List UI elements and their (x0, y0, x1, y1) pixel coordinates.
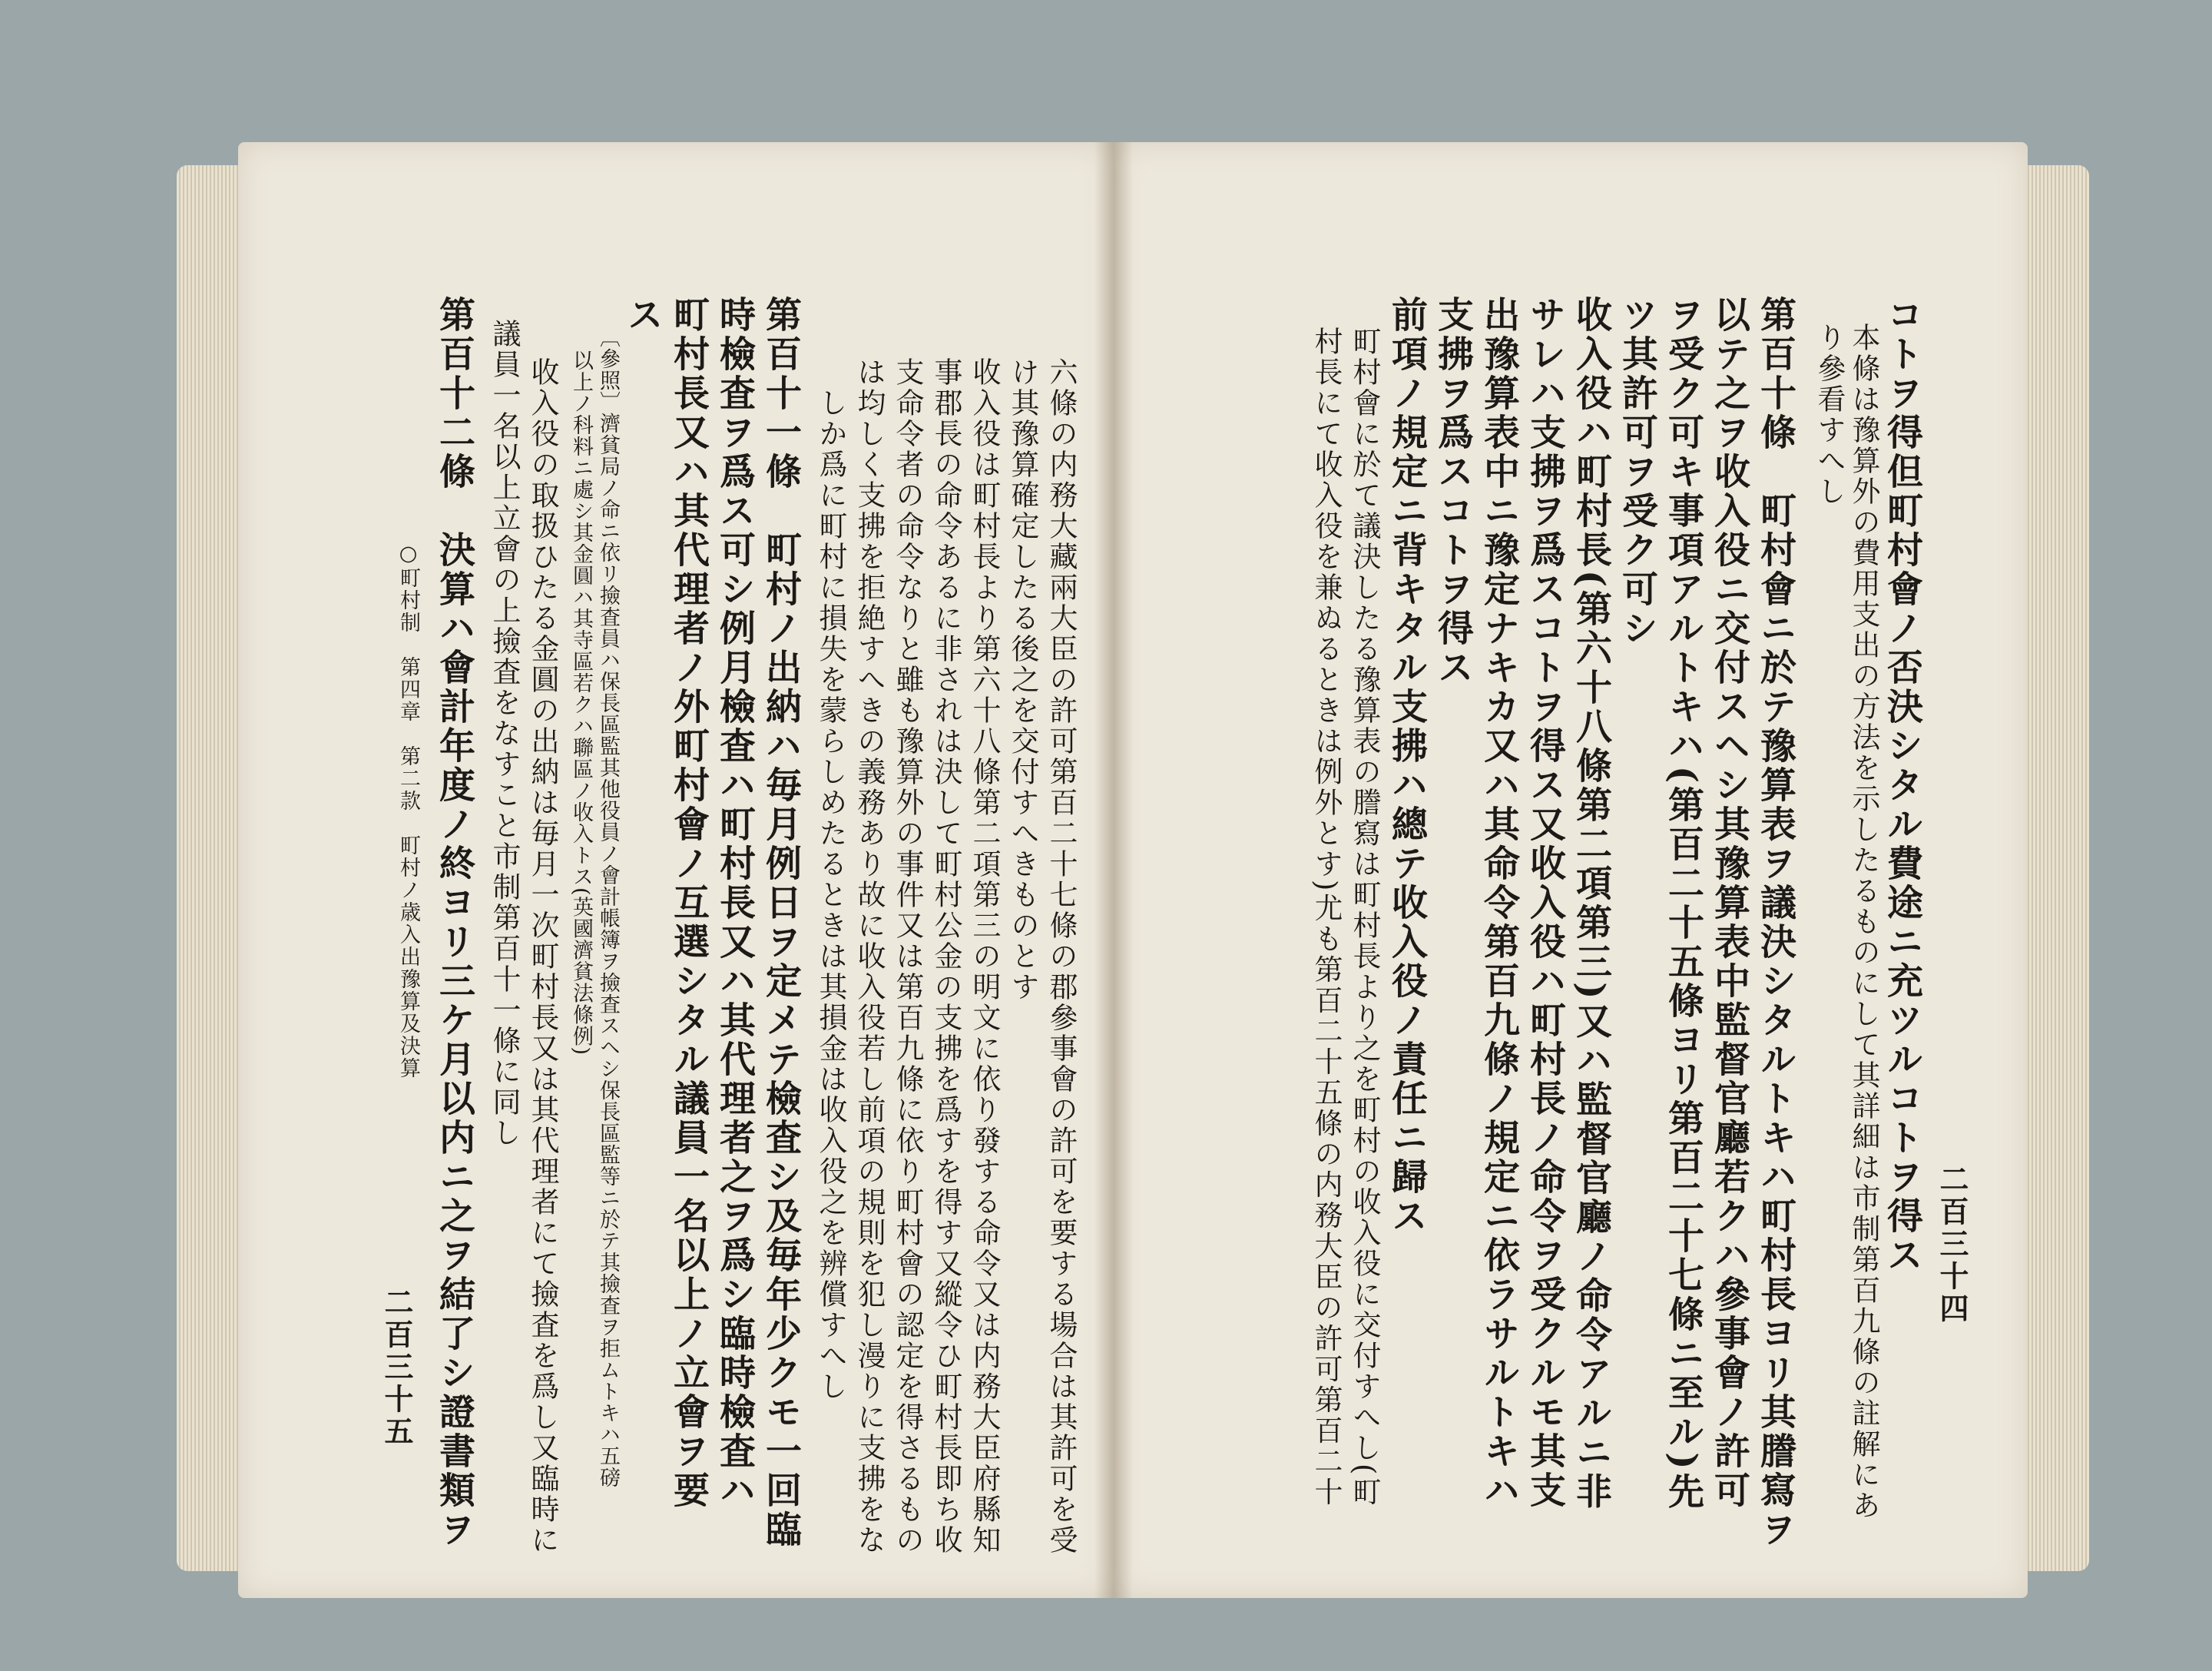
right-page (1114, 142, 2028, 1598)
text-column: コトヲ得但町村會ノ否決シタル費途ニ充ツルコトヲ得ス (1881, 296, 1923, 1275)
article-heading: 第百十條 町村會ニ於テ豫算表ヲ議決シタルトキハ町村長ヨリ其謄寫ヲ (1754, 296, 1796, 1550)
running-footer: ○町村制 第四章 第二款 町村ノ歳入出豫算及決算 (396, 542, 420, 1079)
text-column: 六條の内務大藏兩大臣の許可第百二十七條の郡參事會の許可を要する場合は其許可を受 (1045, 357, 1078, 1556)
article-heading: 第百十二條 決算ハ會計年度ノ終ヨリ三ケ月以内ニ之ヲ結了シ證書類ヲ (433, 296, 475, 1550)
open-book (177, 142, 2089, 1598)
text-column: ツ其許可ヲ受ク可シ (1616, 296, 1658, 648)
text-column: 出豫算表中ニ豫定ナキカ又ハ其命令第百九條ノ規定ニ依ラサルトキハ (1478, 296, 1520, 1510)
text-column: 議員一名以上立會の上撿査をなすこと市制第百十一條に同し (488, 319, 521, 1149)
text-column: け其豫算確定したる後之を交付すへきものとす (1006, 357, 1039, 1003)
commentary-column: り參看すへし (1813, 323, 1846, 507)
page-number: 二百三十四 (1935, 1164, 1969, 1325)
text-column: 收入役ハ町村長(第六十八條第二項第三)又ハ監督官廳ノ命令アルニ非 (1570, 296, 1612, 1512)
text-column: ス (621, 296, 664, 335)
text-column: 町村長又ハ其代理者ノ外町村會ノ互選シタル議員一名以上ノ立會ヲ要 (667, 296, 710, 1510)
commentary-column: 村長にて收入役を兼ぬるときは例外とす)尤も第百二十五條の内務大臣の許可第百二十 (1310, 327, 1343, 1508)
reference-note: 〔參照〕濟貧局ノ命ニ依リ撿査員ハ保長區監其他役員ノ會計帳簿ヲ撿査スヘシ保長區監等ニ於テ其撿査ヲ拒ムトキハ五磅 (596, 327, 620, 1488)
page-edges-left (177, 165, 246, 1571)
commentary-column: 本條は豫算外の費用支出の方法を示したるものにして其詳細は市制第百九條の註解にあ (1847, 323, 1880, 1521)
text-column: 支拂ヲ爲スコトヲ得ス (1432, 296, 1474, 688)
text-column: 以テ之ヲ收入役ニ交付スヘシ其豫算表中監督官廳若クハ參事會ノ許可 (1708, 296, 1750, 1510)
text-column: は均しく支拂を拒絶すへきの義務あり故に收入役若し前項の規則を犯し漫りに支拂をな (853, 357, 886, 1556)
text-column: 收入役は町村長より第六十八條第二項第三の明文に依り發する命令又は内務大臣府縣知 (968, 357, 1001, 1556)
text-column: 支命令者の命令なりと雖も豫算外の事件又は第百九條に依り町村會の認定を得さるもの (891, 357, 924, 1556)
text-column: 事郡長の命令あるに非されは決して町村公金の支拂を爲すを得す又縱令ひ町村長即ち收 (929, 357, 962, 1556)
article-heading: 第百十一條 町村ノ出納ハ毎月例日ヲ定メテ檢査シ及毎年少クモ一回臨 (760, 296, 802, 1550)
text-column: 收入役の取扱ひたる金圓の出納は毎月一次町村長又は其代理者にて撿査を爲し又臨時に (526, 357, 559, 1556)
left-page (238, 142, 1114, 1598)
text-column: 時檢査ヲ爲ス可シ例月檢査ハ町村長又ハ其代理者之ヲ爲シ臨時檢査ハ (714, 296, 756, 1510)
text-column: しか爲に町村に損失を蒙らしめたるときは其損金は收入役之を辨償すへし (814, 388, 847, 1402)
reference-note: 以上ノ科料ニ處シ其金圓ハ其寺區若クハ聯區ノ收入トス(英國濟貧法條例) (569, 350, 593, 1056)
page-edges-right (2020, 165, 2089, 1571)
book-gutter (1094, 142, 1133, 1598)
commentary-column: 町村會に於て議決したる豫算表の謄寫は町村長より之を町村の收入役に交付すへし(町 (1348, 327, 1381, 1508)
page-number: 二百三十五 (379, 1287, 414, 1448)
text-column: ヲ受ク可キ事項アルトキハ(第百二十五條ヨリ第百二十七條ニ至ル)先 (1662, 296, 1704, 1512)
text-column: サレハ支拂ヲ爲スコトヲ得ス又收入役ハ町村長ノ命令ヲ受クルモ其支 (1524, 296, 1566, 1510)
text-column: 前項ノ規定ニ背キタル支拂ハ總テ收入役ノ責任ニ歸ス (1386, 296, 1428, 1236)
